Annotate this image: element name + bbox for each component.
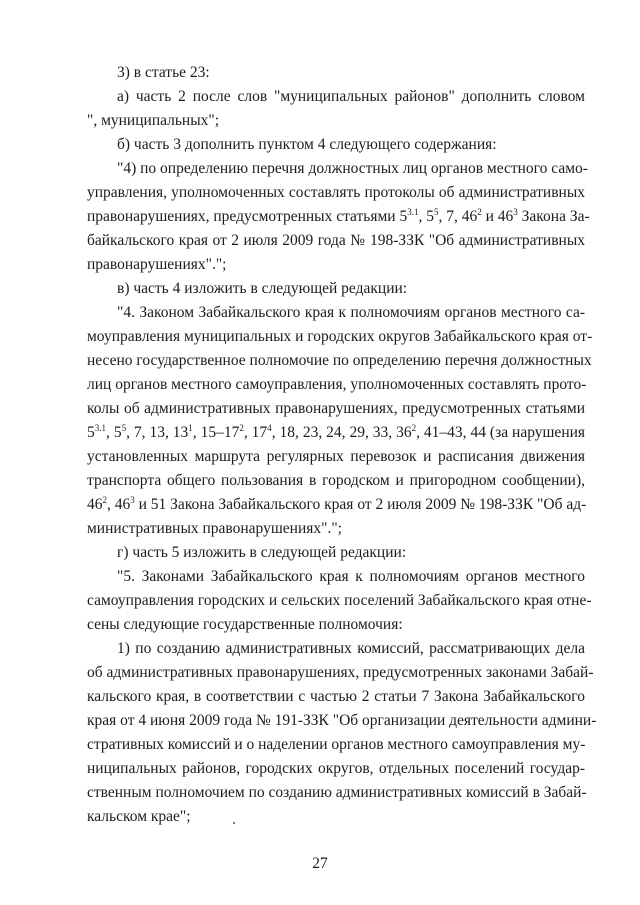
text-segment: , 17: [243, 424, 268, 441]
superscript: 2: [102, 495, 107, 505]
text-line: 1) по созданию административных комиссий, рассматривающих дела: [117, 640, 585, 657]
superscript: 3: [513, 207, 518, 217]
superscript: 2: [239, 423, 244, 433]
text-line: "4. Законом Забайкальского края к полномочиям органов местного са-: [117, 304, 585, 321]
text-line: правонарушениях".";: [87, 256, 227, 273]
text-line: ственным полномочием по созданию административных комиссий в Забай-: [87, 784, 587, 801]
text-line: в) часть 4 изложить в следующей редакции:: [117, 280, 408, 297]
text-segment: Закона За-: [517, 208, 590, 225]
text-line: сены следующие государственные полномочия:: [87, 616, 403, 633]
text-segment: и 46: [481, 208, 514, 225]
text-segment: , 5: [106, 424, 122, 441]
superscript: 3.1: [94, 423, 106, 433]
text-line: байкальского края от 2 июля 2009 года № 198-ЗЗК "Об административных: [87, 232, 585, 249]
text-line: [87, 424, 585, 442]
text-line: стративных комиссий и о наделении органов местного самоуправления му-: [87, 736, 586, 753]
text-line: несено государственное полномочие по определению перечня должностных: [87, 352, 592, 369]
text-segment: и 51 Закона Забайкальского края от 2 июля 2009 № 198-ЗЗК "Об ад-: [134, 496, 587, 513]
text-line: лиц органов местного самоуправления, уполномоченных составлять прото-: [87, 376, 587, 393]
text-segment: 46: [87, 496, 103, 513]
text-line: "4) по определению перечня должностных лиц органов местного само-: [117, 160, 588, 177]
text-segment: 5: [87, 424, 95, 441]
page-number: 27: [312, 855, 328, 872]
text-line: г) часть 5 изложить в следующей редакции:: [117, 544, 407, 561]
superscript: 2: [477, 207, 482, 217]
text-segment: , 5: [418, 208, 434, 225]
text-segment: правонарушениях, предусмотренных статьями 5: [87, 208, 408, 225]
text-segment: , 46: [107, 496, 131, 513]
text-segment: , 7, 13, 13: [126, 424, 189, 441]
superscript: 3: [130, 495, 135, 505]
text-line: ниципальных районов, городских округов, отдельных поселений государ-: [87, 760, 585, 777]
text-line: [87, 496, 585, 514]
superscript: 2: [411, 423, 417, 433]
text-line: "5. Законами Забайкальского края к полномочиям органов местного: [117, 568, 585, 585]
text-line: а) часть 2 после слов "муниципальных районов" дополнить словом: [117, 88, 585, 105]
text-line: края от 4 июня 2009 года № 191-ЗЗК "Об организации деятельности админи-: [87, 712, 597, 729]
text-line: самоуправления городских и сельских поселений Забайкальского края отне-: [87, 592, 592, 609]
superscript: 5: [433, 207, 439, 217]
text-line: кальском крае";: [87, 808, 191, 825]
text-line: управления, уполномоченных составлять протоколы об административных: [87, 184, 585, 201]
text-segment: , 7, 46: [438, 208, 478, 225]
text-segment: , 18, 23, 24, 29, 33, 36: [271, 424, 412, 441]
text-line: установленных маршрута регулярных перевозок и расписания движения: [87, 448, 585, 465]
text-segment: , 15–17: [192, 424, 240, 441]
text-line: об административных правонарушениях, предусмотренных законами Забай-: [87, 664, 594, 681]
superscript: 4: [267, 423, 272, 433]
text-line: 3) в статье 23:: [117, 64, 210, 81]
text-segment: , 41–43, 44 (за нарушения: [416, 424, 586, 441]
text-line: б) часть 3 дополнить пунктом 4 следующего содержания:: [117, 136, 497, 153]
superscript: 3.1: [407, 207, 419, 217]
text-line: транспорта общего пользования в городском и пригородном сообщении),: [87, 472, 585, 489]
superscript: 5: [121, 423, 127, 433]
text-line: министративных правонарушениях".";: [87, 520, 342, 537]
text-line: [87, 207, 590, 226]
text-line: кальского края, в соответствии с частью 2 статьи 7 Закона Забайкальского: [87, 688, 585, 705]
text-line: ", муниципальных";: [87, 112, 220, 129]
text-line: колы об административных правонарушениях, предусмотренных статьями: [87, 400, 585, 417]
text-line: моуправления муниципальных и городских округов Забайкальского края от-: [87, 328, 593, 345]
superscript: 1: [188, 423, 193, 433]
scan-speck: [233, 822, 235, 824]
